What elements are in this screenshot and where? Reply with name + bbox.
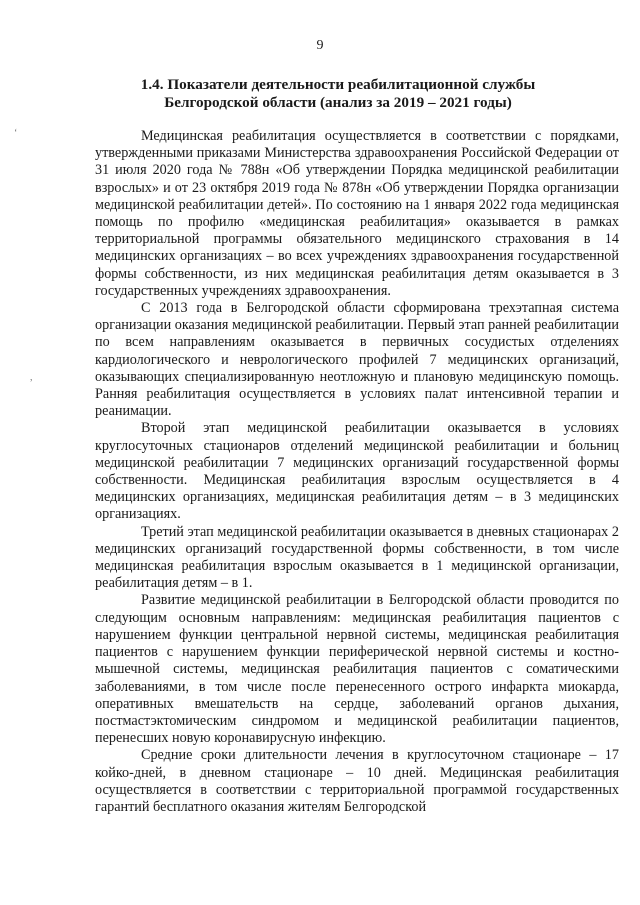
paragraph: Третий этап медицинской реабилитации оказывается в дневных стационарах 2 медицинских организаций государственной формы собственности, в том числе медицинская реабилитация взрослым оказывается в 1 медицинской организации, реабилитация детям – в 1.	[95, 523, 619, 592]
paragraph: Средние сроки длительности лечения в круглосуточном стационаре – 17 койко-дней, в дневном стационаре – 10 дней. Медицинская реабилитация осуществляется в соответствии с территориальной программой государственных гарантий бесплатного оказания жителям Белгородской	[95, 747, 619, 815]
page-number: 9	[316, 38, 324, 53]
paragraph: Медицинская реабилитация осуществляется в соответствии с порядками, утвержденными приказами Министерства здравоохранения Российской Федерации от 31 июля 2020 года № 788н «Об утверждении Порядка медицинской реабилитации взрослых» и от 23 октября 2019 года № 878н «Об утверждении Порядка организации медицинской реабилитации детей». По состоянию на 1 января 2022 года медицинская помощь по профилю «медицинская реабилитация» оказывается в рамках территориальной программы обязательного медицинского страхования в 14 медицинских организациях – во всех учреждениях здравоохранения государственной формы собственности, из них медицинская реабилитация детям оказывается в 3 государственных учреждениях здравоохранения.	[95, 128, 619, 299]
scan-speck: ‘	[14, 128, 18, 139]
paragraph: Развитие медицинской реабилитации в Белгородской области проводится по следующим основным направлениям: медицинская реабилитация пациентов с нарушением функции центральной нервной системы, медицинская реабилитация пациентов с нарушением функции периферической нервной системы и костно-мышечной системы, медицинская реабилитация пациентов с соматическими заболеваниями, в том числе после перенесенного острого инфаркта миокарда, оперативных вмешательств на сердце, заболеваний органов дыхания, постмастэктомическим синдромом и медицинской реабилитации пациентов, перенесших новую коронавирусную инфекцию.	[95, 592, 619, 747]
scan-speck: ,	[30, 372, 33, 383]
section-heading-line-2: Белгородской области (анализ за 2019 – 2021 годы)	[164, 94, 512, 111]
section-heading-line-1: 1.4. Показатели деятельности реабилитационной службы	[140, 76, 536, 93]
paragraph: Второй этап медицинской реабилитации оказывается в условиях круглосуточных стационаров отделений медицинской реабилитации и больниц медицинской реабилитации 7 медицинских организаций государственной формы собственности. Медицинская реабилитация взрослым осуществляется в 4 медицинских организациях, медицинская реабилитация детям – в 3 медицинских организациях.	[95, 420, 619, 523]
section-heading	[118, 76, 558, 112]
body-text	[95, 128, 619, 816]
paragraph: С 2013 года в Белгородской области сформирована трехэтапная система организации оказания медицинской реабилитации. Первый этап ранней реабилитации по всем направлениям оказывается в первичных сосудистых отделениях кардиологического и неврологического профилей 7 медицинских организаций, оказывающих специализированную неотложную и плановую медицинскую помощь. Ранняя реабилитация осуществляется в условиях палат интенсивной терапии и реанимации.	[95, 300, 619, 420]
